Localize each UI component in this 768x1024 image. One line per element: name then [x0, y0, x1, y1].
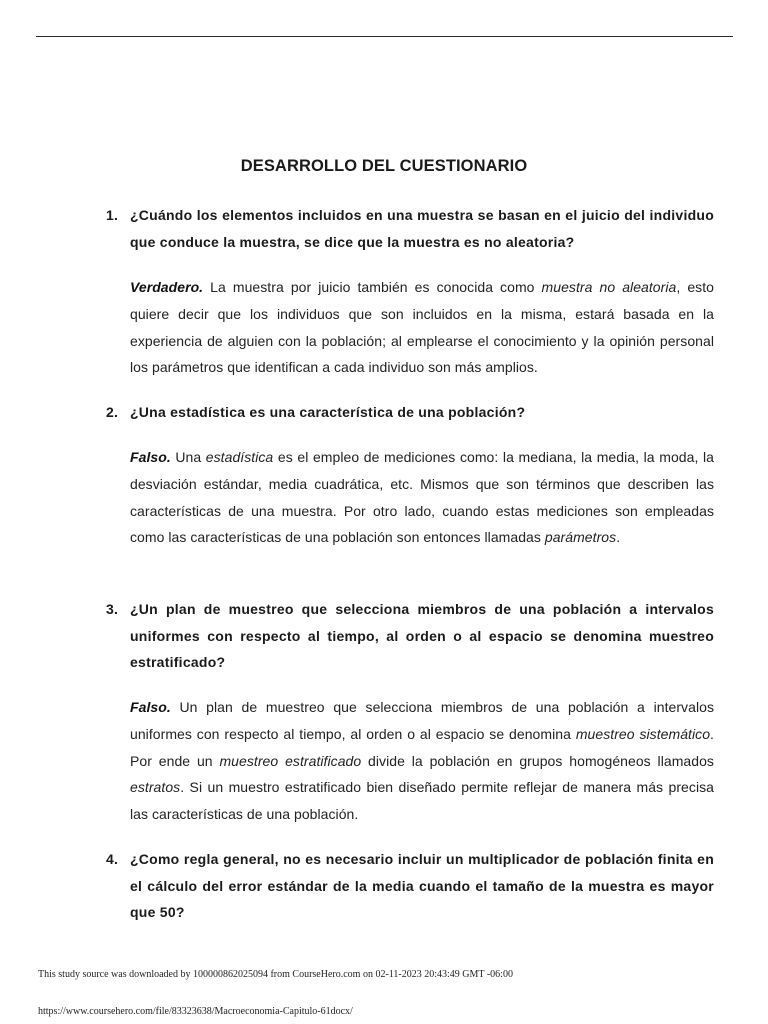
answer-text: es el empleo de mediciones como: la mediana, la media, la moda, la desviación estándar, media cuadrática, etc. Mismos que son términos que describen las características de una muestra. Por otro lado, cuando estas mediciones son empleadas como las características de una población son entonces llamadas	[130, 449, 714, 546]
document-title: DESARROLLO DEL CUESTIONARIO	[240, 157, 528, 175]
question-text: ¿Cuándo los elementos incluidos en una muestra se basan en el juicio del individuo que conduce la muestra, se dice que la muestra es no aleatoria?	[130, 207, 714, 250]
download-notice: This study source was downloaded by 100000862025094 from CourseHero.com on 02-11-2023 20:43:49 GMT -06:00	[38, 969, 513, 980]
question-number: 1.	[106, 207, 119, 223]
answer-text: Un plan de muestreo que selecciona miembros de una población a intervalos uniformes con respecto al tiempo, al orden o al espacio se denomina	[130, 699, 714, 742]
answer-term: estratos	[130, 779, 181, 796]
answer-text: Una	[170, 449, 206, 465]
header-divider	[36, 36, 733, 37]
answer-verdict: Falso.	[130, 449, 171, 465]
answer-3	[130, 694, 714, 828]
question-3	[106, 596, 714, 676]
answer-verdict: Falso.	[130, 699, 171, 715]
question-1	[106, 202, 714, 255]
question-2	[106, 399, 714, 426]
answer-verdict: Verdadero.	[130, 279, 204, 295]
answer-text: .	[616, 529, 621, 546]
answer-text: , esto quiere decir que los individuos que son incluidos en la misma, estará basada en la experiencia de alguien con la población; al emplearse el conocimiento y la opinión personal los parámetros que identifican a cada individuo son más amplios.	[130, 279, 714, 376]
answer-text: divide la población en grupos homogéneos llamados	[361, 752, 714, 769]
answer-term: muestreo estratificado	[219, 752, 362, 769]
source-url[interactable]: https://www.coursehero.com/file/83323638/Macroeconomia-Capitulo-61docx/	[38, 1006, 353, 1017]
answer-text: . Por ende un	[130, 725, 714, 769]
answer-term: muestreo sistemático	[575, 725, 711, 742]
answer-text: . Si un muestro estratificado bien diseñado permite reflejar de manera más precisa las características de una población.	[130, 779, 714, 823]
answer-term: estadística	[205, 449, 274, 465]
answer-text: La muestra por juicio también es conocida como	[203, 279, 542, 295]
question-number: 2.	[106, 404, 119, 420]
answer-term: muestra no aleatoria	[541, 279, 677, 295]
question-number: 3.	[106, 601, 119, 617]
question-number: 4.	[106, 851, 119, 867]
question-text: ¿Como regla general, no es necesario incluir un multiplicador de población finita en el cálculo del error estándar de la media cuando el tamaño de la muestra es mayor que 50?	[130, 851, 714, 920]
question-4	[106, 846, 714, 926]
answer-1	[130, 274, 714, 381]
answer-2	[130, 444, 714, 551]
question-text: ¿Una estadística es una característica de una población?	[130, 404, 526, 420]
question-text: ¿Un plan de muestreo que selecciona miembros de una población a intervalos uniformes con respecto al tiempo, al orden o al espacio se denomina muestreo estratificado?	[130, 601, 714, 670]
answer-term: parámetros	[544, 529, 617, 546]
